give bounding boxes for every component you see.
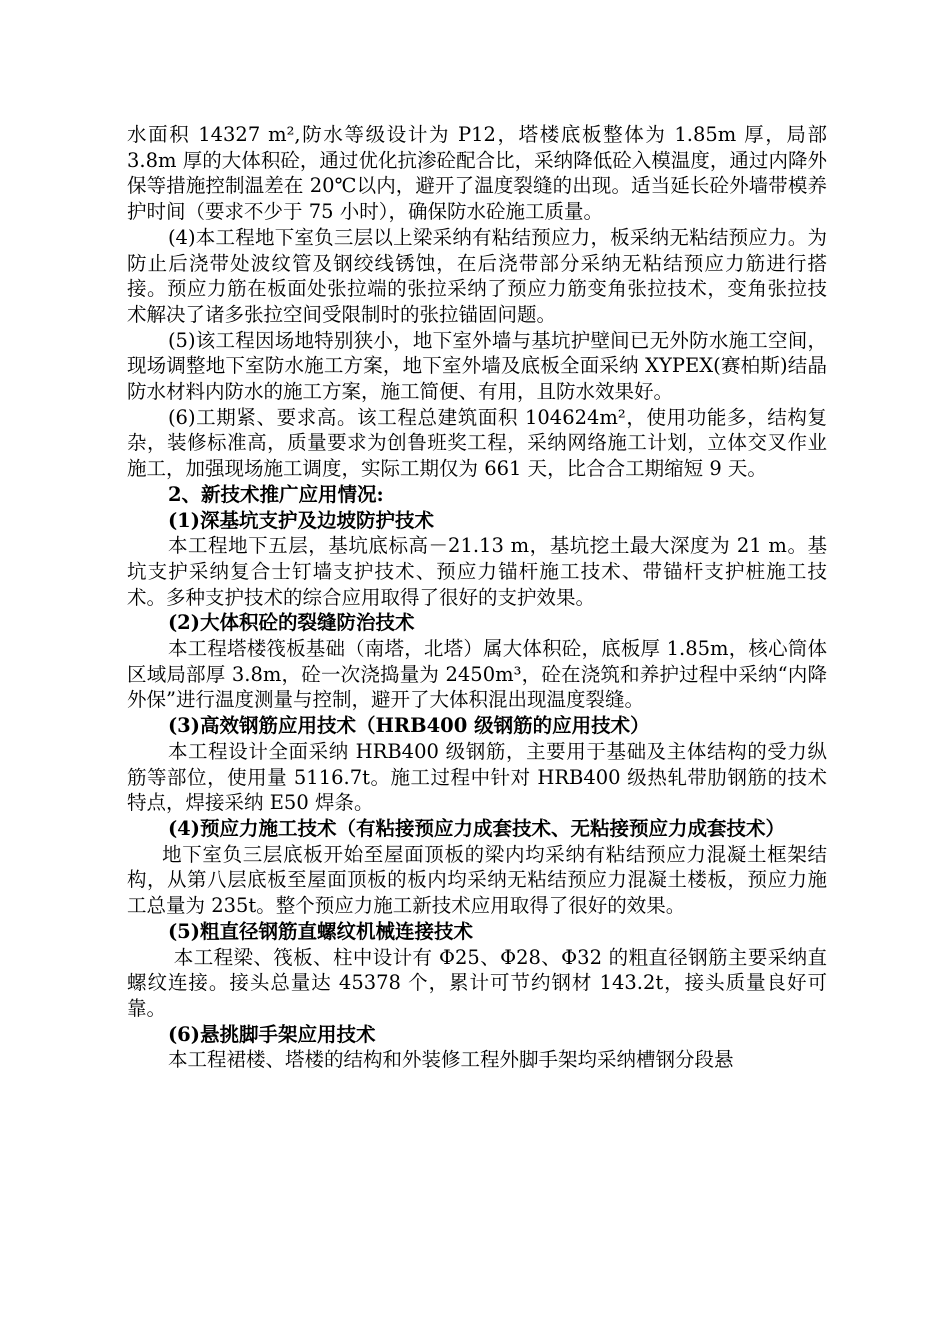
section-heading-new-tech: 2、新技术推广应用情况: bbox=[167, 482, 384, 506]
subheading-deep-pit: (1)深基坑支护及边坡防护技术 bbox=[167, 508, 434, 532]
subheading-thread-connection: (5)粗直径钢筋直螺纹机械连接技术 bbox=[167, 919, 473, 943]
subheading-rebar: (3)高效钢筋应用技术（HRB400 级钢筋的应用技术） bbox=[167, 714, 650, 738]
document-page bbox=[127, 122, 827, 1073]
paragraph-thread-connection: 本工程梁、筏板、柱中设计有 Φ25、Φ28、Φ32 的粗直径钢筋主要采纳直螺纹连接。接头总量达 45378 个，累计可节约钢材 143.2t，接头质量良好可靠。 bbox=[127, 945, 827, 1020]
paragraph-schedule: (6)工期紧、要求高。该工程总建筑面积 104624m²，使用功能多，结构复杂，装修标准高，质量要求为创鲁班奖工程，采纳网络施工计划，立体交叉作业施工，加强现场施工调度，实际工期仅为 661 天，比合合工期缩短 9 天。 bbox=[127, 405, 827, 481]
subheading-mass-concrete: (2)大体积砼的裂缝防治技术 bbox=[167, 611, 415, 635]
paragraph-rebar: 本工程设计全面采纳 HRB400 级钢筋，主要用于基础及主体结构的受力纵筋等部位，使用量 5116.7t。施工过程中针对 HRB400 级热轧带肋钢筋的技术特点，焊接采纳 E50 焊条。 bbox=[127, 739, 827, 815]
paragraph-waterproof-intro: 水面积 14327 m²,防水等级设计为 P12，塔楼底板整体为 1.85m 厚，局部 3.8m 厚的大体积砼，通过优化抗渗砼配合比，采纳降低砼入模温度，通过内降外保等措施控制温差在 20℃以内，避开了温度裂缝的出现。适当延长砼外墙带模养护时间（要求不少于 75 小时），确保防水砼施工质量。 bbox=[127, 123, 827, 224]
paragraph-site-waterproof: (5)该工程因场地特别狭小，地下室外墙与基坑护壁间已无外防水施工空间，现场调整地下室防水施工方案，地下室外墙及底板全面采纳 XYPEX(赛柏斯)结晶防水材料内防水的施工方案，施工简便、有用，且防水效果好。 bbox=[127, 328, 827, 404]
subheading-prestress-tech: (4)预应力施工技术（有粘接预应力成套技术、无粘接预应力成套技术） bbox=[167, 816, 785, 840]
paragraph-prestress: (4)本工程地下室负三层以上梁采纳有粘结预应力，板采纳无粘结预应力。为防止后浇带处波纹管及钢绞线锈蚀，在后浇带部分采纳无粘结预应力筋进行搭接。预应力筋在板面处张拉端的张拉采纳了预应力筋变角张拉技术，变角张拉技术解决了诸多张拉空间受限制时的张拉锚固问题。 bbox=[127, 225, 827, 326]
paragraph-mass-concrete: 本工程塔楼筏板基础（南塔，北塔）属大体积砼，底板厚 1.85m，核心筒体区域局部厚 3.8m，砼一次浇捣量为 2450m³，砼在浇筑和养护过程中采纳“内降外保”进行温度测量与控制，避开了大体积混出现温度裂缝。 bbox=[127, 637, 827, 712]
paragraph-scaffold: 本工程裙楼、塔楼的结构和外装修工程外脚手架均采纳槽钢分段悬 bbox=[167, 1048, 734, 1072]
paragraph-prestress-tech: 地下室负三层底板开始至屋面顶板的梁内均采纳有粘结预应力混凝土框架结构，从第八层底板至屋面顶板的板内均采纳无粘结预应力混凝土楼板，预应力施工总量为 235t。整个预应力施工新技术应用取得了很好的效果。 bbox=[127, 842, 827, 918]
subheading-scaffold: (6)悬挑脚手架应用技术 bbox=[167, 1022, 376, 1046]
paragraph-deep-pit: 本工程地下五层，基坑底标高－21.13 m，基坑挖土最大深度为 21 m。基坑支护采纳复合士钉墙支护技术、预应力锚杆施工技术、带锚杆支护桩施工技术。多种支护技术的综合应用取得了很好的支护效果。 bbox=[127, 534, 827, 609]
